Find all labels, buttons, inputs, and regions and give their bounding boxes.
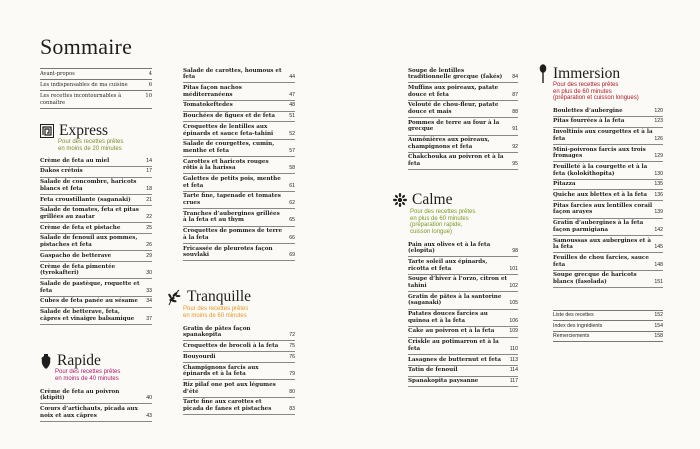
entry-page: 69 (289, 252, 295, 259)
subtitle-line: Pour des recettes prêtes (410, 209, 476, 215)
entry-page: 102 (509, 282, 518, 289)
entry-page: 22 (146, 213, 152, 220)
entry-page: 136 (654, 192, 663, 199)
entry-title: Pain aux olives et à la feta (elopita) (408, 241, 491, 255)
col3-list (408, 66, 518, 170)
entry-title: Croquettes de lentilles aux épinards et sauce feta-tahini (183, 123, 274, 137)
toc-entry (553, 106, 663, 117)
entry-title: Gratin de pâtes à la santorine (saganaki) (408, 293, 502, 307)
section-immersion-subtitle (553, 82, 639, 102)
section-express-title: Express (59, 122, 109, 139)
entry-page: 79 (289, 371, 295, 378)
toc-entry (408, 327, 518, 338)
entry-title: Pitas farcies aux lentilles corail façon arayes (553, 202, 653, 216)
entry-title: Quiche aux blettes et à la feta (553, 192, 647, 199)
entry-page: 6 (148, 81, 152, 88)
entry-page: 84 (512, 74, 518, 81)
sun-flower-icon (393, 193, 407, 207)
toc-entry (183, 174, 295, 191)
entry-page: 43 (146, 412, 152, 419)
toc-entry (183, 157, 295, 174)
section-rapide-header (40, 352, 101, 370)
toc-entry (408, 377, 518, 388)
toc-entry (183, 380, 295, 397)
toc-entry (408, 292, 518, 309)
entry-title: Involtinis aux courgettes et à la feta (553, 129, 653, 142)
toc-entry (408, 275, 518, 292)
toc-entry (183, 140, 295, 157)
entry-page: 91 (512, 126, 518, 133)
entry-page: 123 (654, 118, 663, 125)
toc-entry (408, 136, 518, 153)
toc-entry (40, 404, 152, 421)
toc-entry (183, 122, 295, 139)
toc-entry (553, 180, 663, 191)
amphora-icon (40, 353, 52, 369)
entry-title: Feuilleté à la courgette et à la feta (kolokithopita) (553, 163, 648, 177)
toc-entry (408, 240, 518, 257)
entry-title: Galettes de petits pois, menthe et feta (183, 176, 281, 189)
toc-entry (408, 101, 518, 118)
subtitle-line: Pour des recettes prêtes (58, 139, 124, 145)
entry-page: 25 (146, 224, 152, 231)
entry-page: 18 (146, 185, 152, 192)
entry-title: Pommes de terre au four à la grecque (408, 119, 500, 133)
page-title: Sommaire (40, 34, 133, 59)
entry-page: 83 (289, 405, 295, 412)
toc-entry (40, 251, 152, 262)
entry-page: 29 (146, 252, 152, 259)
entry-page: 21 (146, 196, 152, 203)
entry-page: 72 (289, 332, 295, 339)
entry-title: Bouchées de figues et de feta (183, 113, 276, 120)
section-calme-title: Calme (412, 191, 453, 208)
entry-title: Crème de feta pimentée (tyrokafteri) (40, 263, 116, 277)
entry-title: Tatin de fenouil (408, 367, 458, 374)
spoon-icon (538, 64, 548, 84)
entry-title: Criskle au potimarron et à la feta (408, 339, 499, 352)
entry-title: Bouyourdi (183, 353, 216, 360)
toc-entry (408, 118, 518, 135)
entry-page: 87 (512, 91, 518, 98)
subtitle-line: cuisson longue) (410, 228, 453, 235)
subtitle-line: en moins de 40 minutes (55, 375, 119, 382)
entry-title: Patates douces farcies au quinoa et à la feta (408, 311, 488, 324)
entry-page: 61 (289, 182, 295, 189)
entry-page: 10 (145, 92, 152, 99)
toc-entry (408, 355, 518, 366)
toc-entry (183, 83, 295, 100)
back-matter-list (553, 310, 663, 342)
entry-page: 26 (146, 242, 152, 249)
toc-entry (40, 156, 152, 167)
entry-page: 98 (512, 248, 518, 255)
entry-page: 88 (512, 108, 518, 115)
entry-page: 75 (289, 342, 295, 349)
entry-title: Carottes et haricots rouges rôtis à la harissa (183, 158, 269, 172)
entry-title: Salade de betterave, feta, câpres et vinaigre balsamique (40, 309, 135, 322)
entry-page: 145 (654, 244, 663, 251)
toc-entry (183, 363, 295, 380)
section-calme-subtitle (410, 209, 475, 235)
entry-page: 40 (146, 395, 152, 402)
entry-title: Feta croustillante (saganaki) (40, 196, 131, 203)
entry-title: Salade de courgettes, cumin, menthe et feta (183, 141, 275, 154)
toc-entry (553, 190, 663, 201)
entry-title: Chakchouka au poivron et à la feta (408, 154, 504, 168)
laurel-branch-icon (166, 288, 182, 306)
toc-row (40, 68, 152, 80)
entry-page: 51 (289, 113, 295, 120)
entry-title: Salade de fenouil aux pommes, pistaches et feta (40, 235, 138, 249)
toc-entry (553, 201, 663, 218)
entry-page: 114 (509, 367, 518, 374)
entry-page: 66 (289, 234, 295, 241)
entry-title: Tomatokeftedes (183, 102, 233, 109)
entry-page: 135 (654, 181, 663, 188)
entry-title: Avant-propos (40, 70, 75, 77)
entry-title: Liste des recettes (553, 312, 594, 319)
subtitle-line: en plus de 60 minutes (410, 215, 469, 222)
entry-title: Champignons farcis aux épinards et à la feta (183, 364, 259, 378)
subtitle-line: Pour des recettes prêtes (55, 369, 121, 375)
entry-title: Soupe d’hiver à l’orzo, citron et tahini (408, 276, 508, 289)
subtitle-line: (préparation et cuisson longues) (553, 95, 639, 102)
entry-page: 37 (146, 315, 152, 322)
subtitle-line: Pour des recettes prêtes (553, 82, 619, 88)
subtitle-line: en moins de 20 minutes (58, 145, 122, 152)
toc-entry (183, 341, 295, 352)
entry-page: 158 (654, 332, 663, 339)
entry-title: Crème de feta au miel (40, 157, 110, 164)
entry-page: 106 (509, 317, 518, 324)
entry-title: Croquettes de brocoli à la feta (183, 342, 279, 349)
entry-page: 130 (654, 170, 663, 177)
toc-row (553, 321, 663, 331)
toc-entry (40, 178, 152, 195)
entry-page: 154 (654, 322, 663, 329)
entry-title: Boulettes d’aubergine (553, 107, 623, 114)
entry-title: Mini-poivrons farcis aux trois fromages (553, 146, 646, 160)
entry-title: Gratin de pâtes façon spanakopita (183, 325, 251, 339)
entry-title: Soupe grecque de haricots blancs (fasolada) (553, 272, 637, 285)
entry-page: 58 (289, 165, 295, 172)
entry-title: Pitas façon nachos méditerranéens (183, 84, 242, 98)
express-list (40, 156, 152, 325)
toc-entry (183, 209, 295, 226)
entry-title: Salade de tomates, feta et pitas grillées au zaatar (40, 207, 139, 220)
entry-page: 101 (509, 265, 518, 272)
entry-title: Dakos crétois (40, 168, 83, 175)
section-express-header (40, 122, 108, 140)
entry-page: 110 (509, 345, 518, 352)
toc-row (553, 310, 663, 321)
section-tranquille-title: Tranquille (187, 288, 252, 305)
toc-entry (408, 338, 518, 355)
entry-page: 33 (146, 287, 152, 294)
entry-page: 126 (654, 135, 663, 142)
entry-page: 14 (146, 157, 152, 164)
entry-page: 52 (289, 130, 295, 137)
entry-title: Salade de carottes, houmous et feta (183, 67, 282, 81)
entry-page: 30 (146, 270, 152, 277)
toc-entry (408, 153, 518, 170)
section-calme-header (393, 191, 452, 209)
toc-entry (40, 279, 152, 296)
toc-entry (183, 192, 295, 209)
entry-title: Les recettes incontournables à connaître (40, 92, 122, 106)
toc-row (40, 80, 152, 91)
entry-page: 34 (146, 298, 152, 305)
toc-row (40, 91, 152, 109)
entry-title: Croquettes de pommes de terre à la feta (183, 228, 283, 241)
toc-entry (553, 236, 663, 253)
entry-title: Cubes de feta panée au sésame (40, 298, 138, 305)
entry-page: 109 (509, 328, 518, 335)
section-tranquille-subtitle (183, 306, 248, 319)
entry-title: Gaspacho de betterave (40, 252, 112, 259)
entry-title: Cake au poivron et à la feta (408, 328, 495, 335)
toc-entry (553, 117, 663, 128)
tranquille-list (183, 324, 295, 415)
entry-title: Salade de pastèque, roquette et feta (40, 281, 140, 294)
rapide-list (40, 387, 152, 422)
entry-title: Soupe de lentilles traditionnelle grecque (fakés) (408, 67, 503, 81)
entry-title: Fricassée de pleurotes façon souvlaki (183, 245, 273, 259)
entry-title: Remerciements (553, 332, 590, 339)
entry-page: 95 (512, 161, 518, 168)
entry-title: Les indispensables de ma cuisine (40, 81, 128, 88)
toc-entry (408, 66, 518, 83)
entry-title: Riz pilaf one pot aux légumes d’été (183, 381, 276, 395)
entry-title: Pitazza (553, 181, 576, 188)
toc-entry (553, 271, 663, 288)
entry-title: Velouté de chou-fleur, patate douce et mais (408, 102, 499, 115)
toc-entry (183, 227, 295, 244)
section-tranquille-header (166, 288, 251, 306)
entry-title: Spanakopita paysanne (408, 378, 479, 385)
entry-title: Gratin d’aubergines à la feta façon parmigiana (553, 220, 644, 233)
toc-entry (40, 262, 152, 279)
intro-list (40, 68, 152, 109)
toc-entry (183, 101, 295, 112)
entry-title: Crème de feta au poivron (ktipiti) (40, 388, 120, 402)
toc-entry (40, 223, 152, 234)
entry-page: 120 (654, 107, 663, 114)
section-immersion-title: Immersion (553, 65, 621, 82)
entry-page: 17 (146, 168, 152, 175)
toc-entry (40, 234, 152, 251)
toc-entry (408, 366, 518, 377)
entry-page: 47 (289, 91, 295, 98)
entry-title: Samoussas aux aubergines et à la feta (553, 237, 651, 251)
entry-page: 65 (289, 217, 295, 224)
toc-entry (408, 83, 518, 100)
toc-entry (40, 206, 152, 223)
entry-page: 113 (509, 356, 518, 363)
toc-entry (40, 297, 152, 308)
toc-entry (183, 324, 295, 341)
entry-title: Muffins aux poireaux, patate douce et feta (408, 84, 499, 98)
toc-entry (40, 167, 152, 178)
entry-title: Tranches d’aubergines grillées à la feta et au thym (183, 210, 280, 224)
toc-row (553, 332, 663, 342)
entry-page: 92 (512, 143, 518, 150)
entry-page: 4 (148, 70, 152, 77)
toc-entry (553, 253, 663, 270)
entry-title: Crème de feta et pistache (40, 224, 121, 231)
entry-page: 117 (509, 378, 518, 385)
toc-entry (183, 352, 295, 363)
entry-title: Tarte fine, tapenade et tomates crues (183, 193, 281, 206)
entry-title: Salade de concombre, haricots blancs et feta (40, 179, 137, 192)
entry-title: Cœurs d’artichauts, picada aux noix et aux câpres (40, 405, 138, 419)
entry-title: Lasagnes de butternut et feta (408, 356, 501, 363)
subtitle-line: Pour des recettes prêtes (183, 306, 249, 312)
calme-list (408, 240, 518, 387)
toc-entry (183, 66, 295, 83)
entry-page: 80 (289, 388, 295, 395)
toc-entry (183, 398, 295, 415)
greek-key-icon (40, 124, 54, 138)
entry-title: Tarte soleil aux épinards, ricotta et feta (408, 258, 488, 272)
entry-page: 142 (654, 226, 663, 233)
entry-page: 44 (289, 74, 295, 81)
toc-entry (408, 257, 518, 274)
toc-entry (408, 310, 518, 327)
subtitle-line: (préparation rapide, (410, 222, 463, 229)
entry-page: 139 (654, 209, 663, 216)
entry-page: 151 (654, 278, 663, 285)
section-immersion-header (538, 64, 620, 84)
subtitle-line: en moins de 60 minutes (183, 312, 247, 319)
immersion-list (553, 106, 663, 288)
entry-title: Index des ingrédients (553, 322, 603, 329)
toc-entry (553, 128, 663, 145)
entry-page: 62 (289, 200, 295, 206)
entry-title: Pitas fourrées à la feta (553, 118, 625, 125)
entry-page: 152 (654, 312, 663, 319)
entry-page: 76 (289, 353, 295, 360)
section-express-subtitle (58, 139, 123, 152)
entry-page: 148 (654, 261, 663, 268)
section-rapide-title: Rapide (57, 352, 101, 369)
toc-entry (553, 162, 663, 179)
toc-entry (183, 112, 295, 123)
toc-entry (553, 219, 663, 236)
entry-page: 105 (509, 300, 518, 307)
toc-entry (183, 244, 295, 261)
toc-entry (40, 195, 152, 206)
entry-title: Aumônières aux poireaux, champignons et feta (408, 137, 490, 150)
toc-entry (553, 145, 663, 162)
toc-entry (40, 308, 152, 325)
section-rapide-subtitle (55, 369, 120, 382)
entry-page: 129 (654, 153, 663, 160)
entry-page: 48 (289, 102, 295, 109)
col2-list (183, 66, 295, 261)
entry-title: Feuilles de chou farcies, sauce feta (553, 254, 649, 268)
entry-page: 57 (289, 147, 295, 154)
toc-entry (40, 387, 152, 404)
subtitle-line: en plus de 60 minutes (553, 88, 612, 95)
entry-title: Tarte fine aux carottes et picada de fanes et pistaches (183, 399, 272, 412)
